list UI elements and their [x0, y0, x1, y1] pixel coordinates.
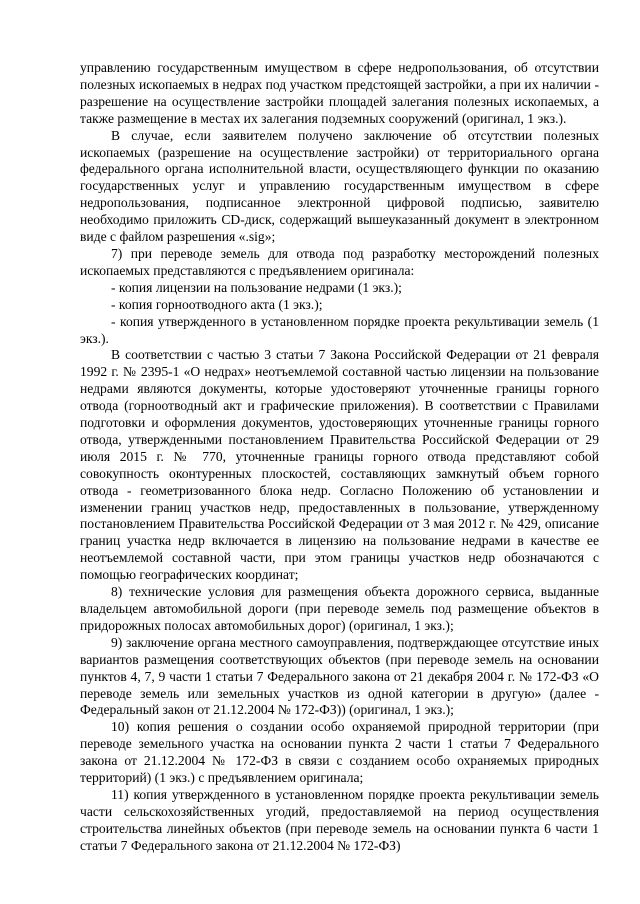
paragraph-item-9-local-authority: 9) заключение органа местного самоуправления, подтверждающее отсутствие иных вариантов размещения соответствующих объектов (при переводе земель на основании пунктов 4, 7, 9 части 1 статьи 7 Федерального закона от 21 декабря 2004 г. № 172-ФЗ «О переводе земель или земельных участков из одной категории в другую» (далее - Федеральный закон от 21.12.2004 № 172-ФЗ)) (оригинал, 1 экз.);	[80, 634, 599, 718]
paragraph-item-7-mining-allotment: 7) при переводе земель для отвода под разработку месторождений полезных ископаемых представляются с предъявлением оригинала:	[80, 245, 599, 278]
paragraph-electronic-signature-cd: В случае, если заявителем получено заключение об отсутствии полезных ископаемых (разрешение на осуществление застройки) от территориального органа федерального органа исполнительной власти, осуществляющего функции по оказанию государственных услуг и управлению государственным имуществом в сфере недропользования, подписанное электронной цифровой подписью, заявителю необходимо приложить CD-диск, содержащий вышеуказанный документ в электронном виде с файлом разрешения «.sig»;	[80, 127, 599, 245]
paragraph-subsoil-law-explanation: В соответствии с частью 3 статьи 7 Закона Российской Федерации от 21 февраля 1992 г. № 2395-1 «О недрах» неотъемлемой составной частью лицензии на пользование недрами являются документы, которые удостоверяют уточненные границы горного отвода (горноотводный акт и графические приложения). В соответствии с Правилами подготовки и оформления документов, удостоверяющих уточненные границы горного отвода, утвержденными постановлением Правительства Российской Федерации от 29 июля 2015 г. № 770, уточненные границы горного отвода представляют собой совокупность оконтуренных плоскостей, составляющих замкнутый объем горного отвода - геометризованного блока недр. Согласно Положению об установлении и изменении границ участков недр, предоставленных в пользование, утвержденному постановлением Правительства Российской Федерации от 3 мая 2012 г. № 429, описание границ участка недр включается в лицензию на пользование недрами в качестве ее неотъемлемой составной части, при этом границы участков недр обозначаются с помощью географических координат;	[80, 347, 599, 583]
paragraph-item-10-protected-area: 10) копия решения о создании особо охраняемой природной территории (при переводе земельного участка на основании пункта 2 части 1 статьи 7 Федерального закона от 21.12.2004 № 172-ФЗ в связи с созданием особо охраняемых природных территорий) (1 экз.) с предъявлением оригинала;	[80, 719, 599, 786]
list-item-license-copy: - копия лицензии на пользование недрами (1 экз.);	[111, 279, 402, 295]
list-item-mining-act-copy: - копия горноотводного акта (1 экз.);	[111, 296, 323, 312]
paragraph-item-11-reclamation-linear: 11) копия утвержденного в установленном порядке проекта рекультивации земель части сельскохозяйственных угодий, предоставляемой на период осуществления строительства линейных объектов (при переводе земель на основании пункта 6 части 1 статьи 7 Федерального закона от 21.12.2004 № 172-ФЗ)	[80, 786, 599, 853]
paragraph-item-8-road-service: 8) технические условия для размещения объекта дорожного сервиса, выданные владельцем автомобильной дороги (при переводе земель под размещение объектов в придорожных полосах автомобильных дорог) (оригинал, 1 экз.);	[80, 584, 599, 633]
list-item-reclamation-project-copy: - копия утвержденного в установленном порядке проекта рекультивации земель (1 экз.).	[80, 313, 599, 346]
paragraph-continuation-subsoil-conclusion: управлению государственным имуществом в сфере недропользования, об отсутствии полезных ископаемых в недрах под участком предстоящей застройки, а при их наличии - разрешение на осуществление застройки площадей залегания полезных ископаемых, а также размещение в местах их залегания подземных сооружений (оригинал, 1 экз.).	[80, 60, 599, 126]
